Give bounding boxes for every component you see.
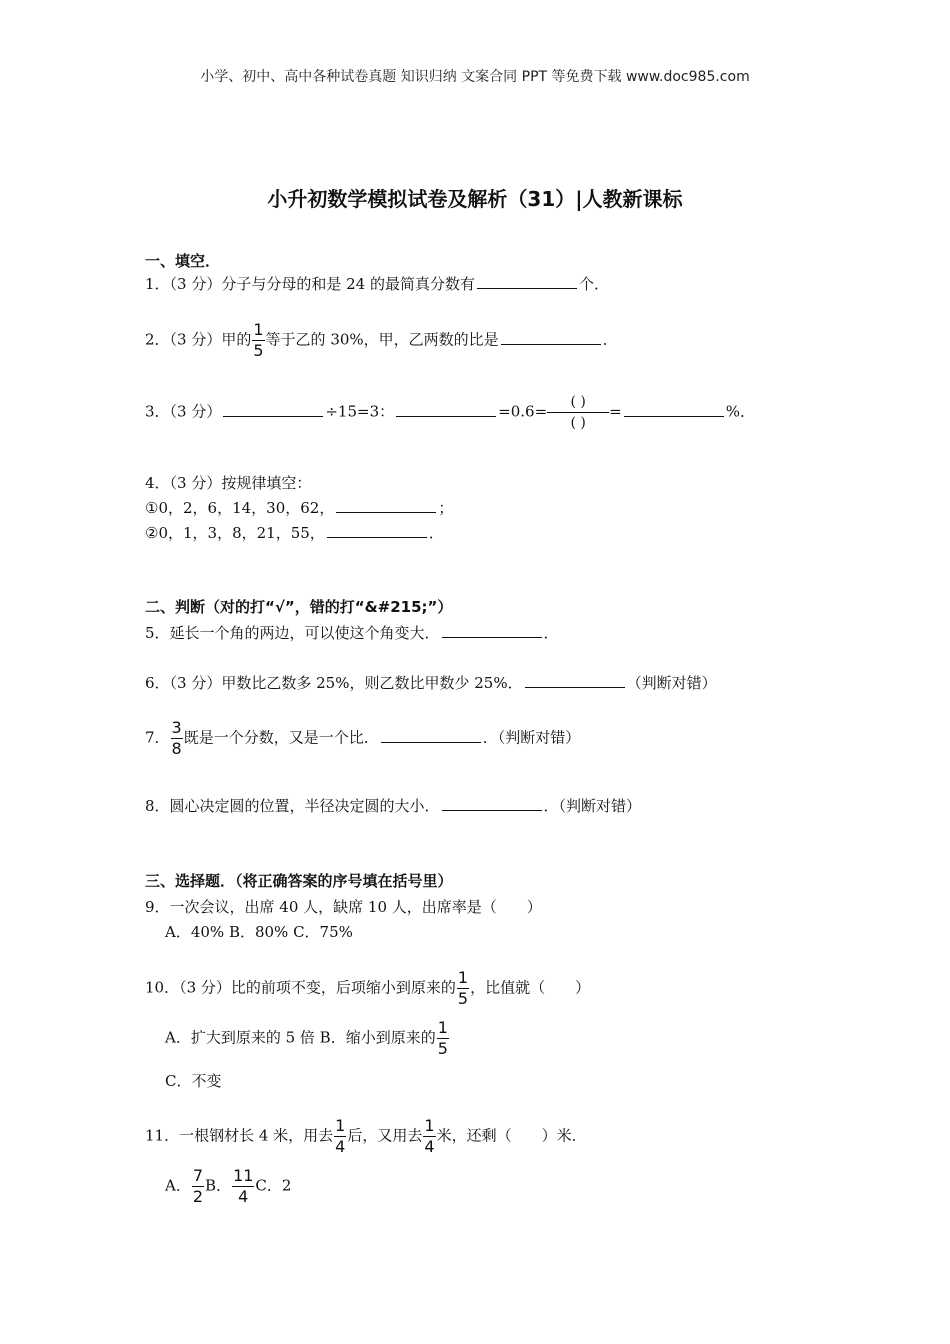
question-11 xyxy=(145,1118,587,1155)
fraction xyxy=(232,1168,254,1205)
paren-denominator: ( ) xyxy=(570,415,586,431)
question-7-tail: ．（判断对错） xyxy=(482,728,581,747)
question-3 xyxy=(145,395,755,430)
answer-blank[interactable] xyxy=(381,728,481,743)
fraction xyxy=(192,1168,204,1205)
fraction-numerator: 1 xyxy=(424,1116,435,1135)
question-8 xyxy=(145,795,641,816)
fraction-numerator: 7 xyxy=(192,1166,204,1185)
question-3-tail: %． xyxy=(725,402,755,421)
question-8-text: 8．圆心决定圆的位置，半径决定圆的大小． xyxy=(145,797,440,815)
question-1 xyxy=(145,273,609,294)
answer-blank[interactable] xyxy=(525,673,625,688)
question-10-post: ，比值就（ ） xyxy=(470,978,591,997)
question-5-text: 5．延长一个角的两边，可以使这个角变大． xyxy=(145,624,440,642)
fraction-denominator: 4 xyxy=(238,1187,249,1206)
fraction-denominator: 2 xyxy=(192,1187,204,1206)
answer-blank[interactable] xyxy=(501,330,601,345)
question-6-text: 6．（3 分）甲数比乙数多 25%，则乙数比甲数少 25%． xyxy=(145,674,523,692)
sequence-1-tail: ； xyxy=(438,499,454,517)
question-6-tail: （判断对错） xyxy=(626,674,717,692)
question-11-options[interactable] xyxy=(165,1168,291,1205)
question-9: 9．一次会议，出席 40 人，缺席 10 人，出席率是（ ） xyxy=(145,898,542,916)
fraction xyxy=(437,1020,449,1057)
fraction-numerator: 3 xyxy=(171,718,182,737)
section-heading-true-false: 二、判断（对的打“√”，错的打“&#215;”） xyxy=(145,598,453,616)
answer-blank[interactable] xyxy=(442,623,542,638)
option-a-label: A． xyxy=(165,1176,191,1195)
fraction-denominator: 5 xyxy=(457,989,469,1008)
question-4: 4．（3 分）按规律填空： xyxy=(145,474,312,492)
answer-blank[interactable] xyxy=(327,523,427,538)
question-10 xyxy=(145,970,590,1007)
answer-blank[interactable] xyxy=(477,274,577,289)
option-c-label: C．2 xyxy=(255,1176,292,1195)
question-7-pre: 7． xyxy=(145,728,170,747)
question-5 xyxy=(145,622,559,643)
fraction-denominator: 8 xyxy=(171,739,182,758)
question-3-pre: 3．（3 分） xyxy=(145,402,222,421)
fraction xyxy=(423,1118,435,1155)
answer-blank[interactable] xyxy=(442,796,542,811)
section-heading-fill-blank: 一、填空． xyxy=(145,252,221,270)
question-9-options[interactable]: A．40% B．80% C．75% xyxy=(165,923,353,941)
question-4-line-1 xyxy=(145,497,453,518)
fraction-denominator: 4 xyxy=(335,1137,346,1156)
paren-fraction[interactable] xyxy=(547,395,609,430)
fraction-numerator: 1 xyxy=(457,968,469,987)
question-11-mid: 后，又用去 xyxy=(347,1126,423,1145)
sequence-2-tail: ． xyxy=(428,524,444,542)
option-b-label: B． xyxy=(205,1176,232,1195)
fraction xyxy=(171,720,183,757)
question-7-post: 既是一个分数，又是一个比． xyxy=(183,728,379,747)
fraction-denominator: 5 xyxy=(437,1039,448,1058)
question-3-mid2: =0.6= xyxy=(498,402,548,421)
fraction xyxy=(457,970,469,1007)
question-6 xyxy=(145,672,717,693)
question-2-pre: 2．（3 分）甲的 xyxy=(145,330,252,349)
question-10-pre: 10．（3 分）比的前项不变，后项缩小到原来的 xyxy=(145,978,456,997)
option-a-b-text: A．扩大到原来的 5 倍 B．缩小到原来的 xyxy=(165,1028,436,1047)
fraction-denominator: 5 xyxy=(253,341,264,360)
page-title: 小升初数学模拟试卷及解析（31）|人教新课标 xyxy=(267,187,683,211)
question-2 xyxy=(145,322,618,359)
fraction-numerator: 11 xyxy=(233,1166,254,1185)
question-10-options-ab[interactable] xyxy=(165,1020,450,1057)
question-1-tail: 个． xyxy=(578,275,609,293)
question-3-mid3: = xyxy=(609,402,622,421)
question-11-post: 米，还剩（ ）米． xyxy=(436,1126,587,1145)
question-1-text: 1．（3 分）分子与分母的和是 24 的最简真分数有 xyxy=(145,275,475,293)
section-heading-multiple-choice: 三、选择题．（将正确答案的序号填在括号里） xyxy=(145,872,453,890)
answer-blank[interactable] xyxy=(336,498,436,513)
fraction-numerator: 1 xyxy=(253,320,264,339)
question-7 xyxy=(145,720,580,757)
answer-blank[interactable] xyxy=(223,402,323,417)
sequence-2: ②0，1，3，8，21，55， xyxy=(145,524,325,542)
page-header: 小学、初中、高中各种试卷真题 知识归纳 文案合同 PPT 等免费下载 www.doc985.com xyxy=(200,69,750,85)
fraction xyxy=(252,322,264,359)
question-3-mid1: ÷15=3： xyxy=(325,402,395,421)
fraction xyxy=(334,1118,346,1155)
question-11-pre: 11．一根钢材长 4 米，用去 xyxy=(145,1126,334,1145)
fraction-denominator: 4 xyxy=(424,1137,435,1156)
sequence-1: ①0，2，6，14，30，62， xyxy=(145,499,335,517)
question-2-tail: ． xyxy=(602,330,618,349)
question-10-option-c[interactable]: C．不变 xyxy=(165,1072,222,1090)
question-2-post: 等于乙的 30%，甲，乙两数的比是 xyxy=(265,330,499,349)
question-8-tail: ．（判断对错） xyxy=(543,797,642,815)
answer-blank[interactable] xyxy=(624,402,724,417)
question-4-line-2 xyxy=(145,522,444,543)
paren-numerator: ( ) xyxy=(547,395,609,413)
answer-blank[interactable] xyxy=(396,402,496,417)
question-5-tail: ． xyxy=(543,624,559,642)
fraction-numerator: 1 xyxy=(335,1116,346,1135)
fraction-numerator: 1 xyxy=(437,1018,448,1037)
